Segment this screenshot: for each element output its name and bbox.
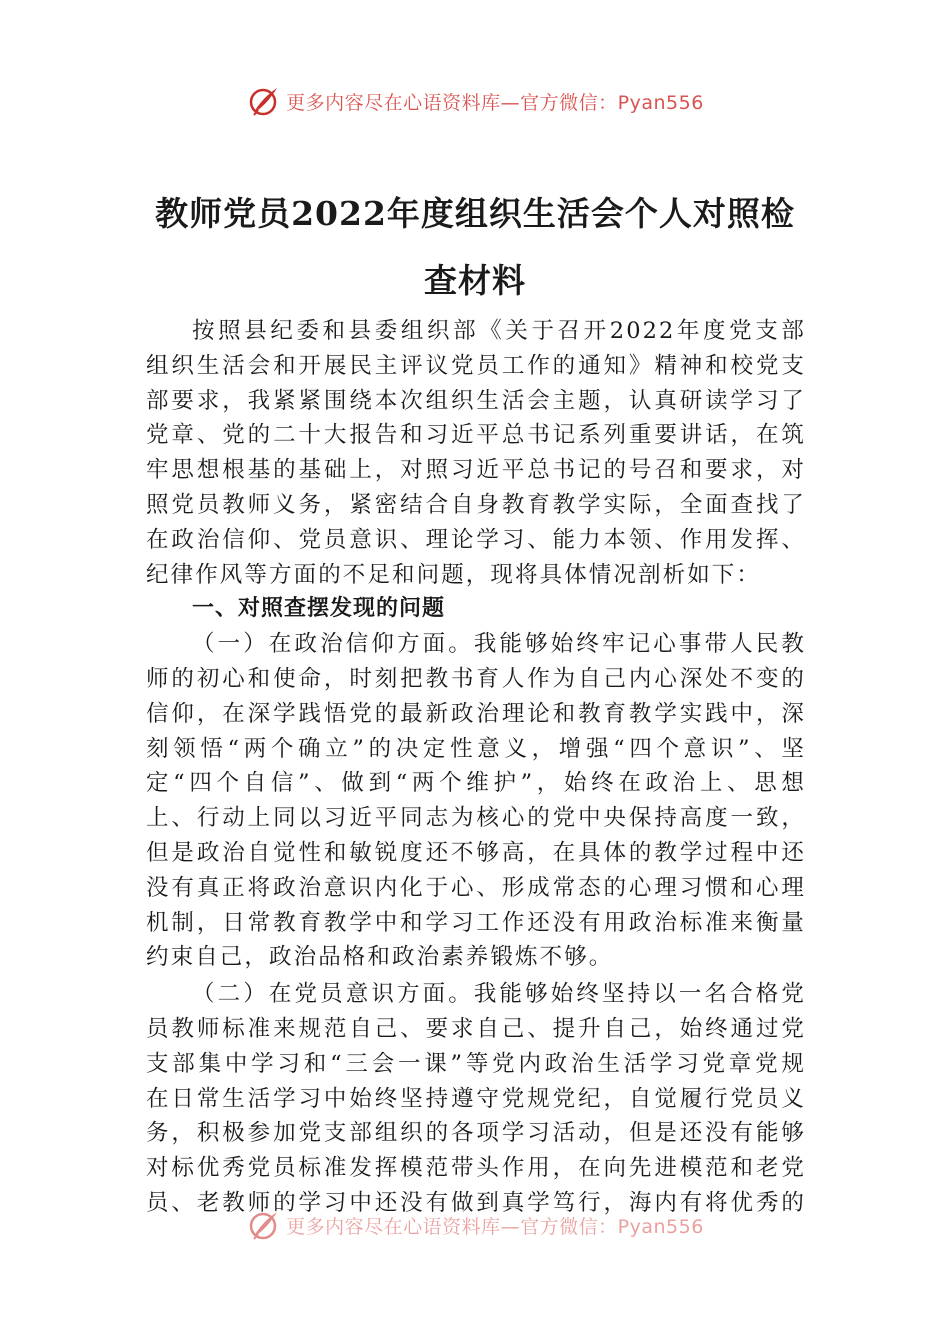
document-title-line-2: 查材料 [424, 261, 526, 300]
document-title-line-1: 教师党员2022年度组织生活会个人对照检 [155, 194, 795, 233]
text-line: 按照县纪委和县委组织部《关于召开2022年度党支部 [192, 318, 806, 344]
text-line: 在日常生活学习中始终坚持遵守党规党纪，自觉履行党员义 [146, 1085, 806, 1112]
watermark-text: 更多内容尽在心语资料库—官方微信：Pyan556 [286, 1215, 704, 1238]
text-line: 约束自己，政治品格和政治素养锻炼不够。 [146, 944, 614, 971]
text-line: 组织生活会和开展民主评议党员工作的通知》精神和校党支 [146, 352, 806, 379]
text-line: 照党员教师义务，紧密结合自身教育教学实际，全面查找了 [146, 491, 806, 518]
text-line: （一）在政治信仰方面。我能够始终牢记心事带人民教 [192, 631, 806, 658]
text-line: 没有真正将政治意识内化于心、形成常态的心理习惯和心理 [146, 874, 806, 901]
text-line: 在政治信仰、党员意识、理论学习、能力本领、作用发挥、 [146, 526, 806, 553]
text-line: 上、行动上同以习近平同志为核心的党中央保持高度一致， [146, 805, 806, 832]
text-line: 纪律作风等方面的不足和问题，现将具体情况剖析如下： [146, 561, 762, 588]
text-line: 对标优秀党员标准发挥模范带头作用，在向先进模范和老党 [146, 1155, 806, 1182]
feather-pen-logo-icon [246, 84, 280, 118]
document-body [146, 314, 806, 1221]
text-line: 员、老教师的学习中还没有做到真学笃行，海内有将优秀的 [146, 1189, 806, 1216]
text-line: 支部集中学习和“三会一课”等党内政治生活学习党章党规 [146, 1050, 806, 1077]
text-line: 员教师标准来规范自己、要求自己、提升自己，始终通过党 [146, 1015, 806, 1042]
text-line: 机制，日常教育教学中和学习工作还没有用政治标准来衡量 [146, 909, 806, 936]
text-line: 师的初心和使命，时刻把教书育人作为自己内心深处不变的 [146, 665, 806, 692]
text-line: （二）在党员意识方面。我能够始终坚持以一名合格党 [192, 981, 806, 1008]
text-line: 部要求，我紧紧围绕本次组织生活会主题，认真研读学习了 [146, 387, 806, 414]
text-line: 牢思想根基的基础上，对照习近平总书记的号召和要求，对 [146, 457, 806, 484]
text-line: 信仰，在深学践悟党的最新政治理论和教育教学实践中，深 [146, 700, 806, 727]
footer-watermark [0, 1208, 950, 1242]
feather-pen-logo-icon [246, 1208, 280, 1242]
header-watermark [0, 84, 950, 118]
section-heading: 一、对照查摆发现的问题 [192, 596, 446, 622]
watermark-text: 更多内容尽在心语资料库—官方微信：Pyan556 [286, 91, 704, 114]
text-line: 务，积极参加党支部组织的各项学习活动，但是还没有能够 [146, 1120, 806, 1147]
text-line: 刻领悟“两个确立”的决定性意义，增强“四个意识”、坚 [146, 735, 806, 762]
text-line: 但是政治自觉性和敏锐度还不够高，在具体的教学过程中还 [146, 839, 806, 866]
text-line: 党章、党的二十大报告和习近平总书记系列重要讲话，在筑 [146, 422, 806, 449]
text-line: 定“四个自信”、做到“两个维护”，始终在政治上、思想 [146, 770, 806, 797]
